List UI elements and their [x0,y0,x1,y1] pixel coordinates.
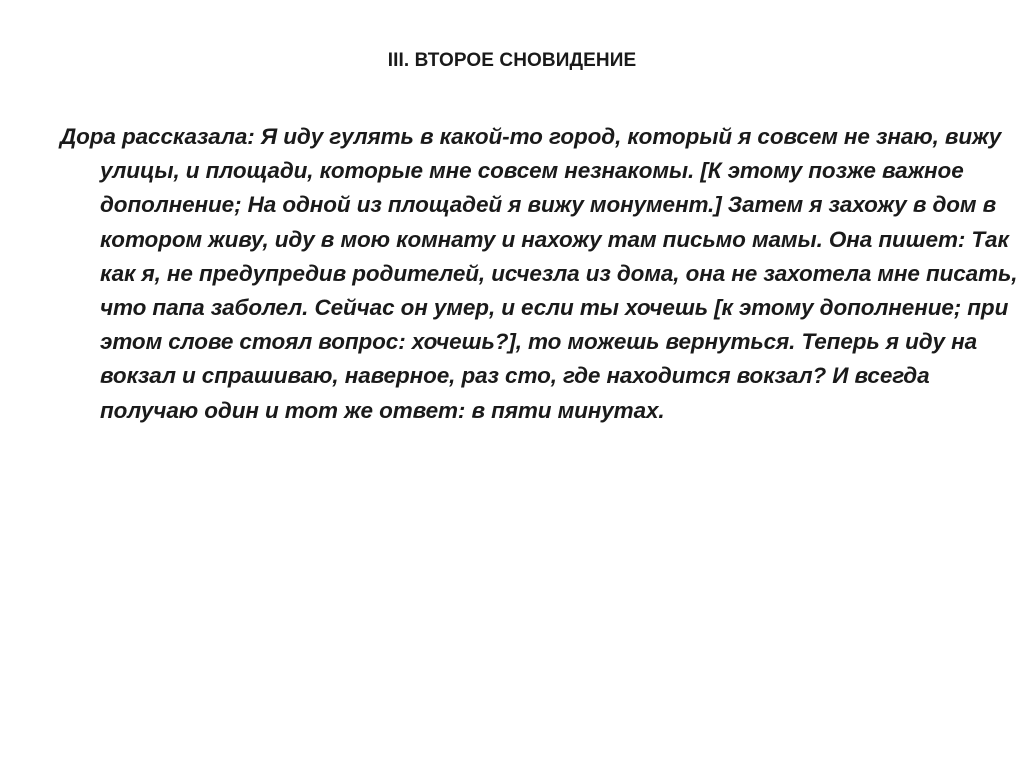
slide-body-text: Дора рассказала: Я иду гулять в какой-то город, который я совсем не знаю, вижу улицы, и площади, которые мне совсем незнакомы. [К этому позже важное дополнение; На одной из площадей я вижу монумент.] Затем я захожу в дом в котором живу, иду в мою комнату и нахожу там письмо мамы. Она пишет: Так как я, не предупредив родителей, исчезла из дома, она не захотела мне писать, что папа заболел. Сейчас он умер, и если ты хочешь [к этому дополнение; при этом слове стоял вопрос: хочешь?], то можешь вернуться. Теперь я иду на вокзал и спрашиваю, наверное, раз сто, где находится вокзал? И всегда получаю один и тот же ответ: в пяти минутах. [60,124,1018,423]
slide-title: III. ВТОРОЕ СНОВИДЕНИЕ [387,50,637,71]
